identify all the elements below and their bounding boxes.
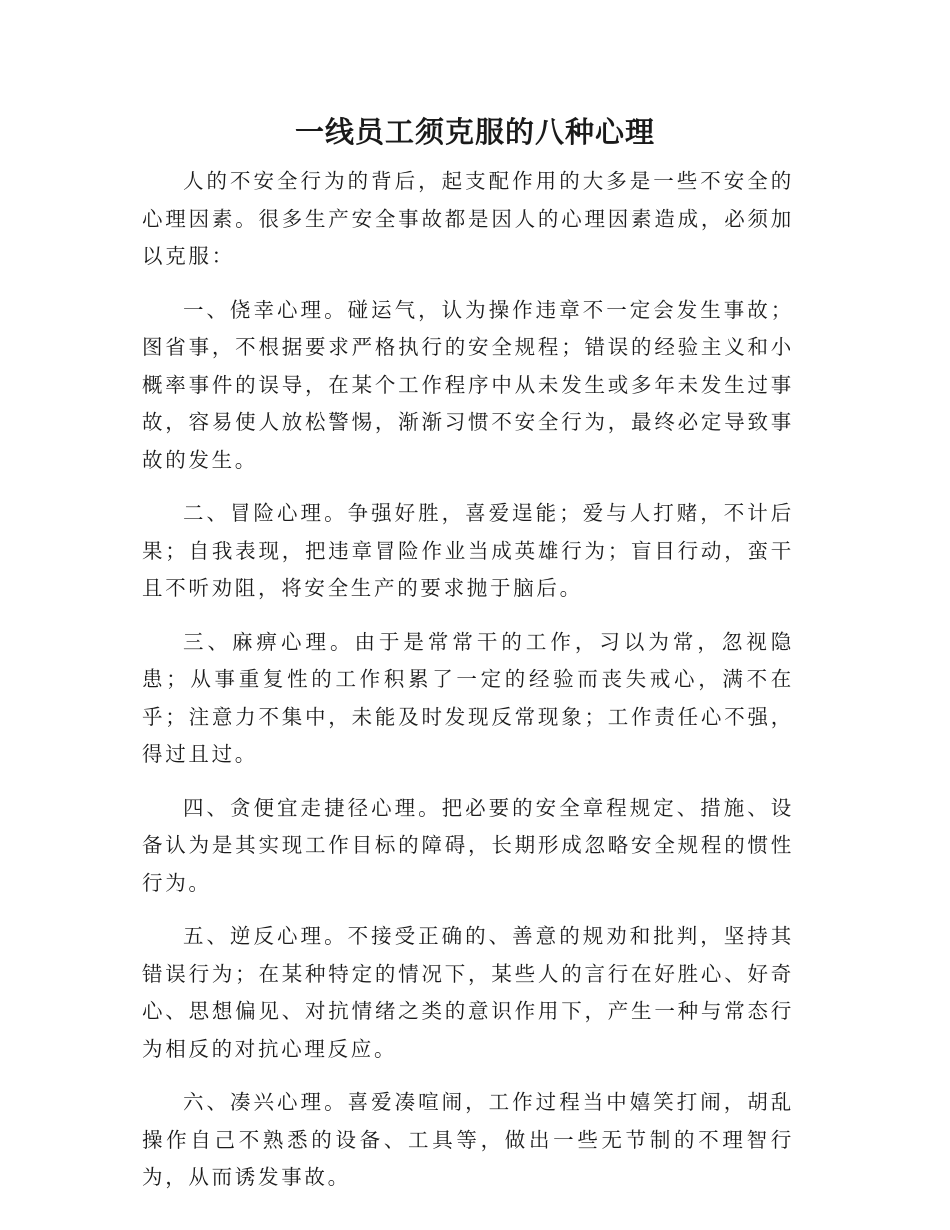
paragraph-complacency-mentality: 三、麻痹心理。由于是常常干的工作，习以为常，忽视隐患；从事重复性的工作积累了一定的经验而丧失戒心，满不在乎；注意力不集中，未能及时发现反常现象；工作责任心不强，得过且过。 <box>142 629 794 766</box>
document-title: 一线员工须克服的八种心理 <box>294 115 655 149</box>
document-body <box>142 163 794 1213</box>
paragraph-shortcut-mentality: 四、贪便宜走捷径心理。把必要的安全章程规定、措施、设备认为是其实现工作目标的障碍，长期形成忽略安全规程的惯性行为。 <box>142 795 794 895</box>
paragraph-luck-mentality: 一、侥幸心理。碰运气，认为操作违章不一定会发生事故；图省事，不根据要求严格执行的安全规程；错误的经验主义和小概率事件的误导，在某个工作程序中从未发生或多年未发生过事故，容易使人放松警惕，渐渐习惯不安全行为，最终必定导致事故的发生。 <box>142 297 794 472</box>
paragraph-horseplay-mentality: 六、凑兴心理。喜爱凑喧闹，工作过程当中嬉笑打闹，胡乱操作自己不熟悉的设备、工具等，做出一些无节制的不理智行为，从而诱发事故。 <box>142 1090 794 1189</box>
intro-paragraph: 人的不安全行为的背后，起支配作用的大多是一些不安全的心理因素。很多生产安全事故都是因人的心理因素造成，必须加以克服： <box>142 169 794 268</box>
paragraph-risk-mentality: 二、冒险心理。争强好胜，喜爱逞能；爱与人打赌，不计后果；自我表现，把违章冒险作业当成英雄行为；盲目行动，蛮干且不听劝阻，将安全生产的要求抛于脑后。 <box>142 501 794 600</box>
paragraph-defiance-mentality: 五、逆反心理。不接受正确的、善意的规劝和批判，坚持其错误行为；在某种特定的情况下，某些人的言行在好胜心、好奇心、思想偏见、对抗情绪之类的意识作用下，产生一种与常态行为相反的对抗心理反应。 <box>142 924 794 1061</box>
